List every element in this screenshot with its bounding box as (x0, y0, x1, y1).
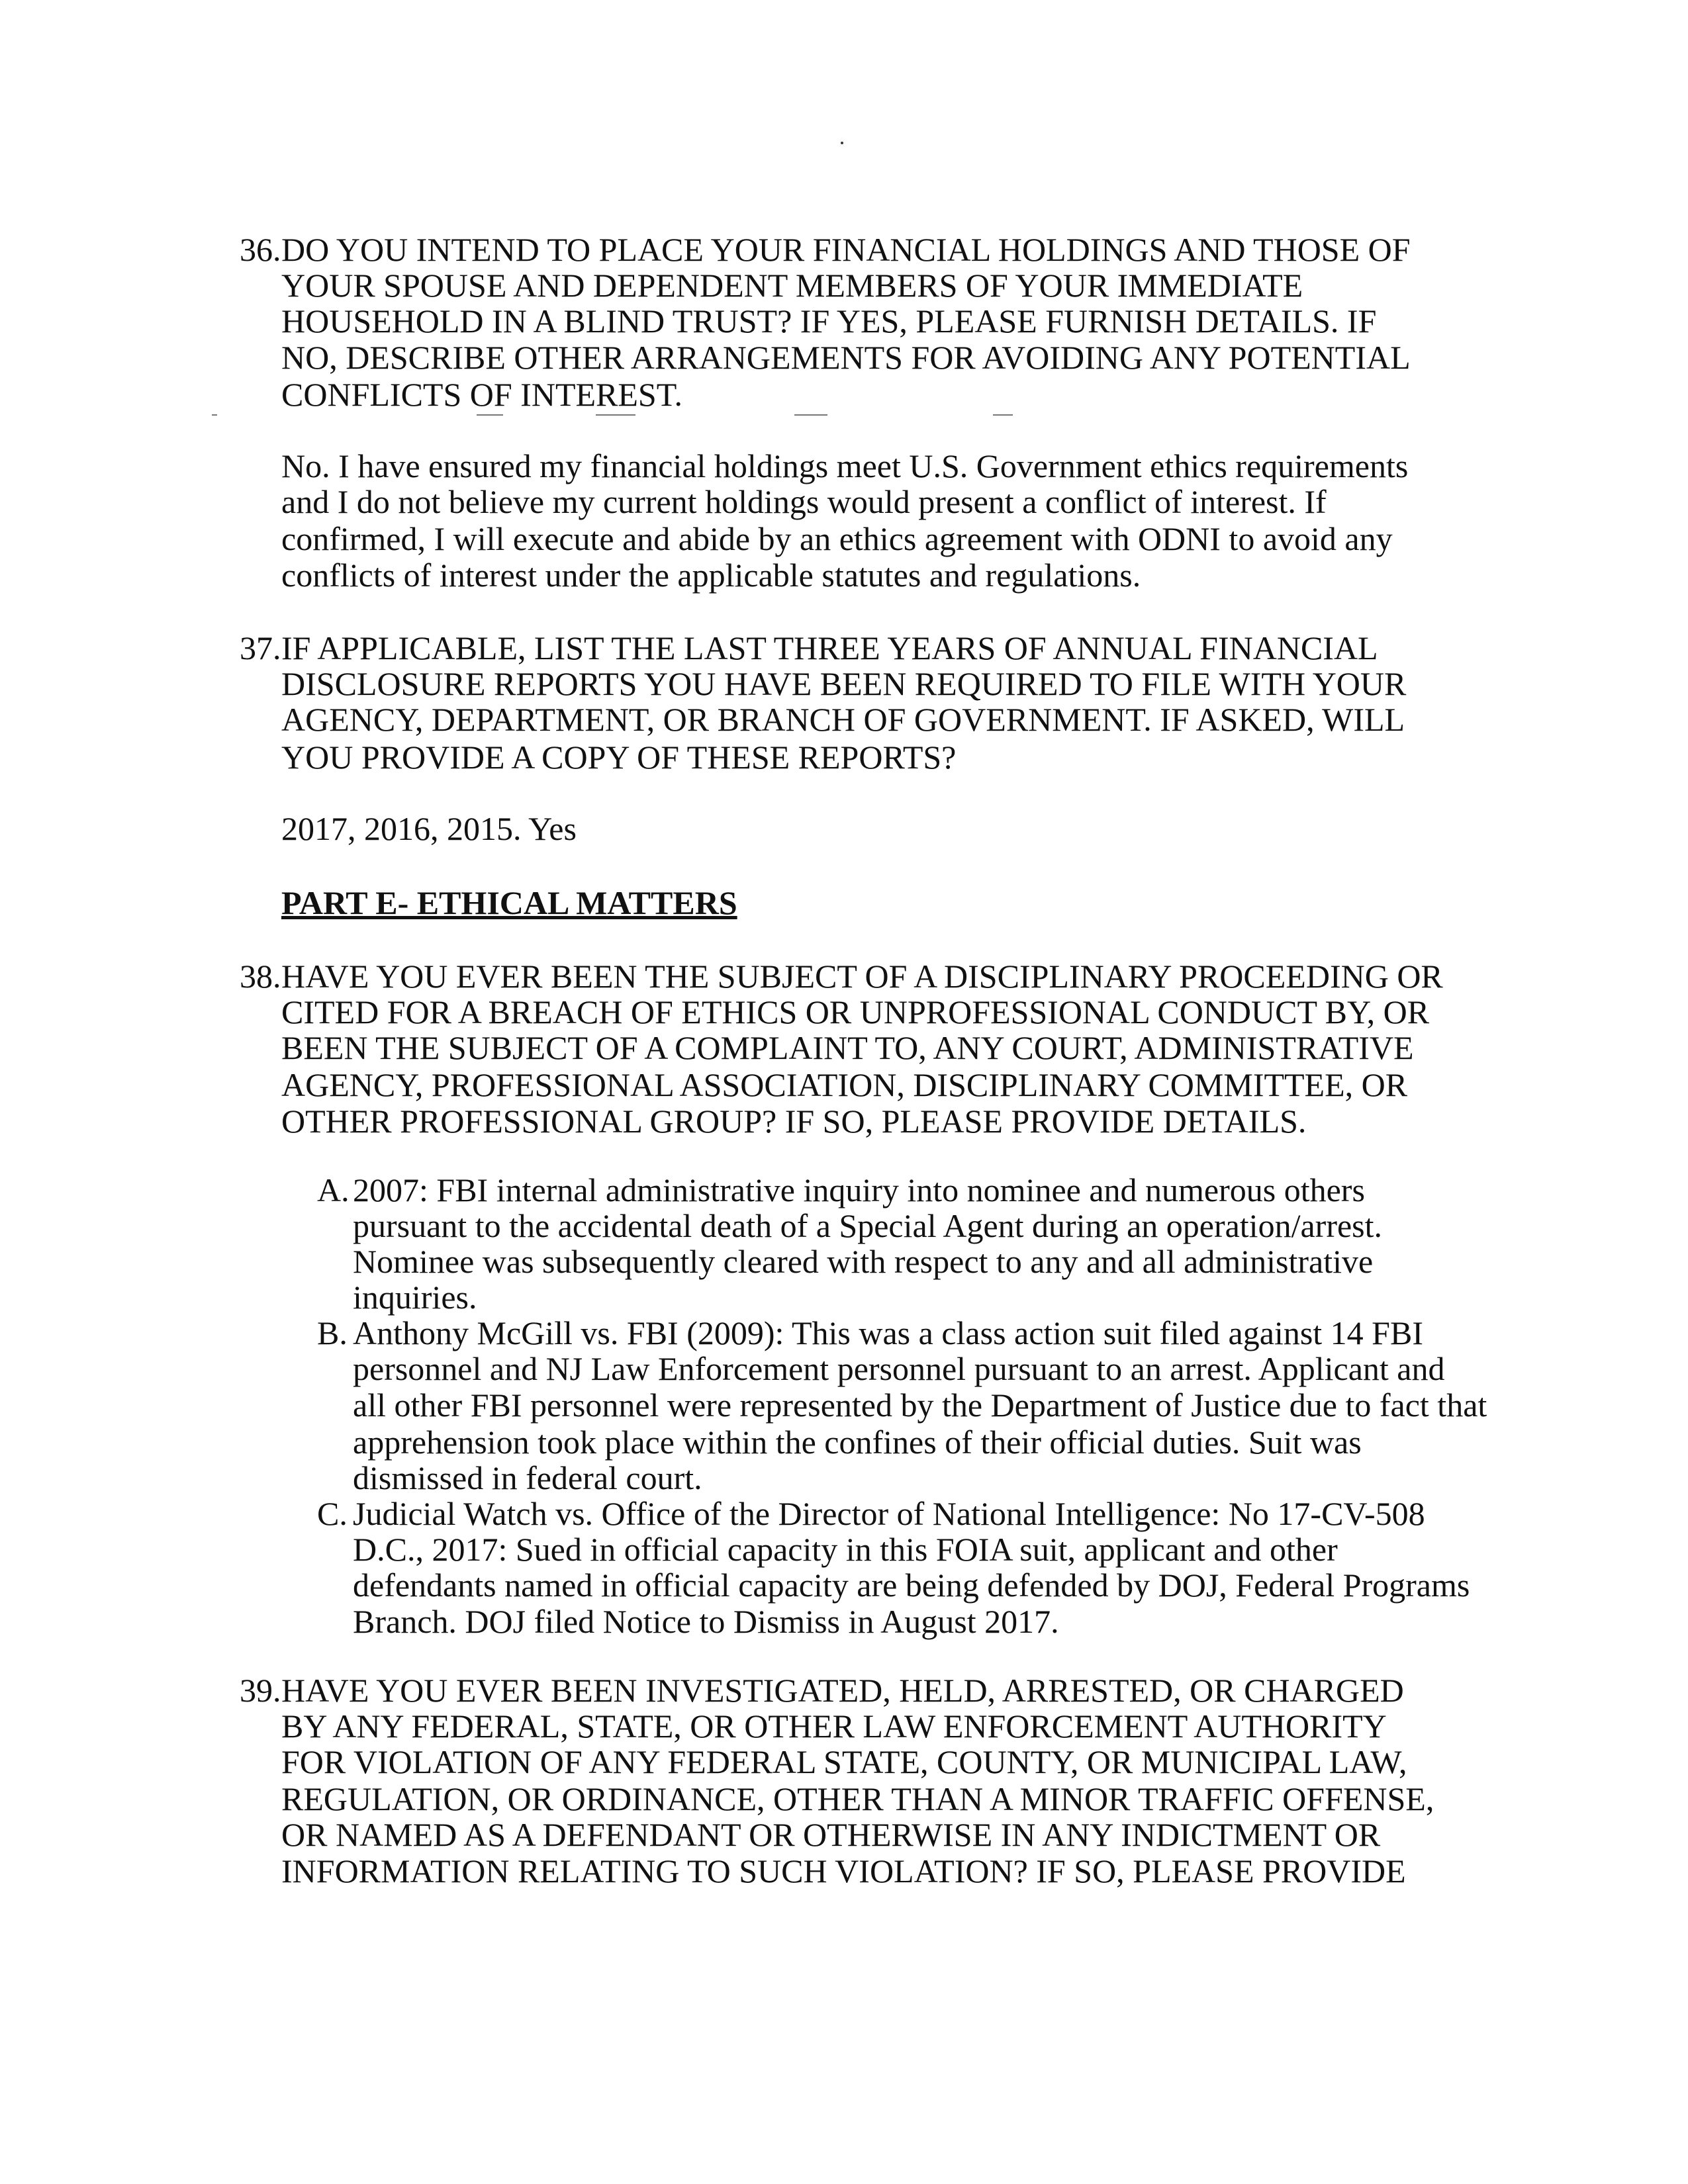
list-item-text: all other FBI personnel were represented by the Department of Justice due to fact that (353, 1387, 1487, 1424)
list-item-text: personnel and NJ Law Enforcement personnel pursuant to an arrest. Applicant and (353, 1350, 1445, 1387)
list-item-text: pursuant to the accidental death of a Special Agent during an operation/arrest. (353, 1207, 1383, 1244)
list-item-text: Anthony McGill vs. FBI (2009): This was a class action suit filed against 14 FBI (353, 1314, 1423, 1351)
answer-text: conflicts of interest under the applicable statutes and regulations. (281, 557, 1141, 594)
question-text: HAVE YOU EVER BEEN INVESTIGATED, HELD, ARRESTED, OR CHARGED (281, 1672, 1404, 1709)
question-text: BEEN THE SUBJECT OF A COMPLAINT TO, ANY COURT, ADMINISTRATIVE (281, 1029, 1414, 1066)
scan-speck (794, 414, 827, 416)
question-text: OTHER PROFESSIONAL GROUP? IF SO, PLEASE PROVIDE DETAILS. (281, 1103, 1307, 1140)
question-text: AGENCY, PROFESSIONAL ASSOCIATION, DISCIPLINARY COMMITTEE, OR (281, 1066, 1408, 1103)
question-text: INFORMATION RELATING TO SUCH VIOLATION? IF SO, PLEASE PROVIDE (281, 1852, 1406, 1889)
list-item-text: D.C., 2017: Sued in official capacity in this FOIA suit, applicant and other (353, 1531, 1338, 1568)
list-item-label: B. (317, 1314, 348, 1351)
answer-text: 2017, 2016, 2015. Yes (281, 810, 577, 847)
question-text: BY ANY FEDERAL, STATE, OR OTHER LAW ENFORCEMENT AUTHORITY (281, 1707, 1387, 1745)
list-item-label: A. (317, 1171, 350, 1208)
scan-speck (212, 414, 217, 416)
question-text: OR NAMED AS A DEFENDANT OR OTHERWISE IN ANY INDICTMENT OR (281, 1816, 1381, 1853)
scan-speck (993, 414, 1013, 416)
scan-speck (841, 142, 843, 144)
part-heading: PART E- ETHICAL MATTERS (281, 884, 737, 921)
question-text: HAVE YOU EVER BEEN THE SUBJECT OF A DISCIPLINARY PROCEEDING OR (281, 958, 1443, 995)
question-text: CITED FOR A BREACH OF ETHICS OR UNPROFESSIONAL CONDUCT BY, OR (281, 993, 1430, 1030)
question-text: DO YOU INTEND TO PLACE YOUR FINANCIAL HOLDINGS AND THOSE OF (281, 231, 1411, 268)
question-text: CONFLICTS OF INTEREST. (281, 376, 683, 413)
list-item-text: Branch. DOJ filed Notice to Dismiss in August 2017. (353, 1603, 1059, 1640)
answer-text: and I do not believe my current holdings would present a conflict of interest. If (281, 483, 1327, 520)
question-text: FOR VIOLATION OF ANY FEDERAL STATE, COUNTY, OR MUNICIPAL LAW, (281, 1743, 1407, 1780)
question-text: IF APPLICABLE, LIST THE LAST THREE YEARS OF ANNUAL FINANCIAL (281, 629, 1378, 666)
list-item-text: apprehension took place within the confines of their official duties. Suit was (353, 1424, 1362, 1461)
question-text: DISCLOSURE REPORTS YOU HAVE BEEN REQUIRED TO FILE WITH YOUR (281, 665, 1407, 702)
list-item-label: C. (317, 1495, 348, 1532)
list-item-text: dismissed in federal court. (353, 1459, 702, 1496)
question-text: HOUSEHOLD IN A BLIND TRUST? IF YES, PLEASE FURNISH DETAILS. IF (281, 302, 1377, 340)
answer-text: No. I have ensured my financial holdings meet U.S. Government ethics requirements (281, 447, 1409, 484)
question-number: 38. (240, 958, 281, 995)
list-item-text: inquiries. (353, 1279, 477, 1316)
scan-speck (477, 414, 503, 416)
question-text: REGULATION, OR ORDINANCE, OTHER THAN A MINOR TRAFFIC OFFENSE, (281, 1780, 1434, 1817)
list-item-text: Judicial Watch vs. Office of the Director of National Intelligence: No 17-CV-508 (353, 1495, 1425, 1532)
question-text: YOUR SPOUSE AND DEPENDENT MEMBERS OF YOUR IMMEDIATE (281, 267, 1303, 304)
question-text: YOU PROVIDE A COPY OF THESE REPORTS? (281, 739, 957, 776)
list-item-text: Nominee was subsequently cleared with respect to any and all administrative (353, 1243, 1374, 1280)
question-text: AGENCY, DEPARTMENT, OR BRANCH OF GOVERNMENT. IF ASKED, WILL (281, 701, 1405, 738)
scan-speck (596, 414, 635, 416)
question-number: 37. (240, 629, 281, 666)
answer-text: confirmed, I will execute and abide by an ethics agreement with ODNI to avoid any (281, 520, 1393, 557)
question-number: 39. (240, 1672, 281, 1709)
question-text: NO, DESCRIBE OTHER ARRANGEMENTS FOR AVOIDING ANY POTENTIAL (281, 339, 1411, 376)
list-item-text: 2007: FBI internal administrative inquiry into nominee and numerous others (353, 1171, 1365, 1208)
list-item-text: defendants named in official capacity are being defended by DOJ, Federal Programs (353, 1567, 1470, 1604)
question-number: 36. (240, 231, 281, 268)
